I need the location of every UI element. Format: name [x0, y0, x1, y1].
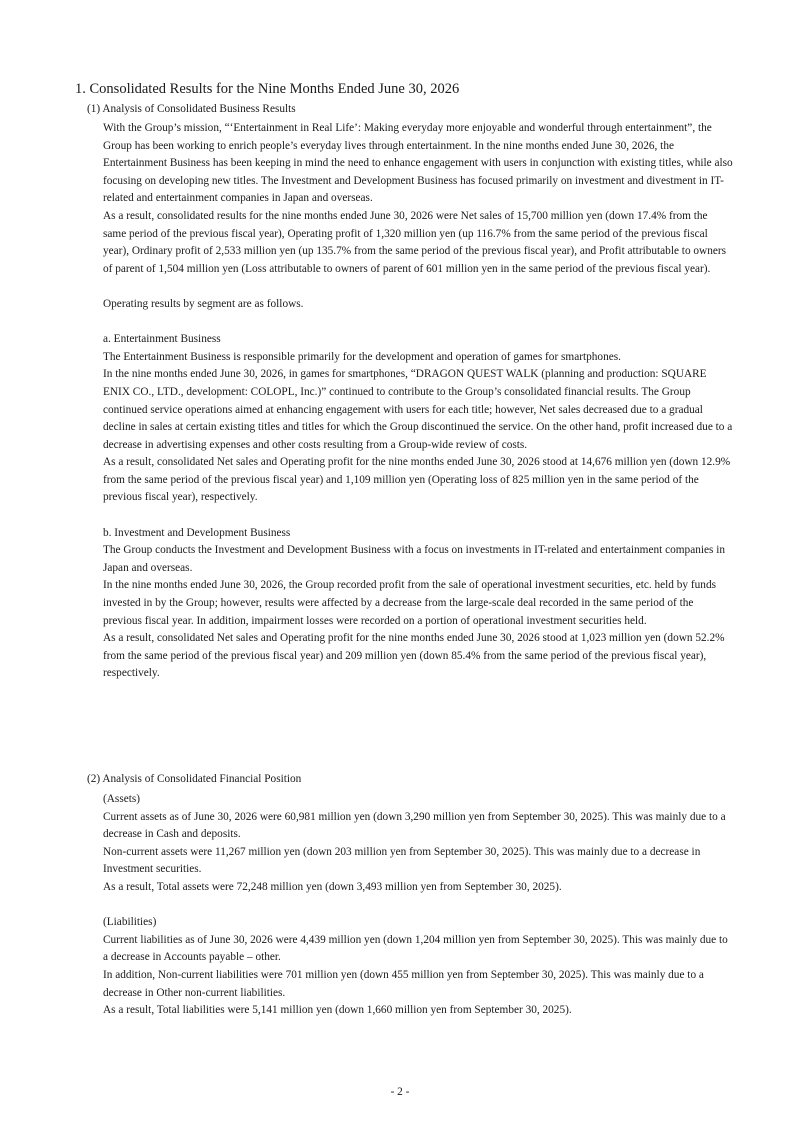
liabilities-paragraph-2: In addition, Non-current liabilities were 701 million yen (down 455 million yen from September 30, 2025). This was mainly due to a decrease in Other non-current liabilities. — [103, 968, 704, 999]
subsection-heading-results: (1) Analysis of Consolidated Business Results — [87, 103, 296, 115]
page-number: - 2 - — [390, 1086, 410, 1098]
investment-paragraph-2: In the nine months ended June 30, 2026, the Group recorded profit from the sale of operational investment securities, etc. held by funds invested in by the Group; however, results were affected by a decrease from the large-scale deal recorded in the same period of the previous fiscal year. In addition, impairment losses were recorded on a portion of operational investment securities held. — [103, 579, 717, 627]
assets-paragraph-1: Current assets as of June 30, 2026 were 60,981 million yen (down 3,290 million yen from September 30, 2025). This was mainly due to a decrease in Cash and deposits. — [103, 810, 726, 841]
results-paragraph-1: With the Group’s mission, “‘Entertainment in Real Life’: Making everyday more enjoyable and wonderful through entertainment”, the Group has been working to enrich people’s everyday lives through entertainment. In the nine months ended June 30, 2026, the Entertainment Business has been keeping in mind the need to enhance engagement with users in conjunction with existing titles, while also focusing on developing new titles. The Investment and Development Business has focused primarily on investment and divestment in IT-related and entertainment companies in Japan and overseas. — [103, 122, 733, 205]
investment-paragraph-3: As a result, consolidated Net sales and Operating profit for the nine months ended June 30, 2026 stood at 1,023 million yen (down 52.2% from the same period of the previous fiscal year) and 209 million yen (down 85.4% from the same period of the previous fiscal year), respectively. — [103, 632, 725, 680]
entertainment-title: a. Entertainment Business — [103, 333, 221, 346]
entertainment-paragraph-2: In the nine months ended June 30, 2026, in games for smartphones, “DRAGON QUEST WALK (planning and production: SQUARE ENIX CO., LTD., development: COLOPL, Inc.)” continued to contribute to the Group’s consolidated financial results. The Group continued service operations aimed at enhancing engagement with users for each title; however, Net sales decreased due to a gradual decline in sales at certain existing titles and titles for which the Group discontinued the service. On the other hand, profit increased due to a decrease in advertising expenses and other costs resulting from a Group-wide review of costs. — [103, 368, 733, 451]
investment-paragraph-1: The Group conducts the Investment and Development Business with a focus on investments in IT-related and entertainment companies in Japan and overseas. — [103, 544, 726, 574]
assets-paragraph-2: Non-current assets were 11,267 million yen (down 203 million yen from September 30, 2025). This was mainly due to a decrease in Investment securities. — [103, 845, 701, 876]
results-block — [103, 120, 733, 683]
results-paragraph-2: As a result, consolidated results for the nine months ended June 30, 2026 were Net sales of 15,700 million yen (down 17.4% from the same period of the previous fiscal year), Operating profit of 1,320 million yen (up 116.7% from the same period of the previous fiscal year), Ordinary profit of 2,533 million yen (up 135.7% from the same period of the previous fiscal year), and Profit attributable to owners of parent of 1,504 million yen (Loss attributable to owners of parent of 601 million yen in the same period of the previous fiscal year). — [103, 209, 727, 275]
liabilities-paragraph-3: As a result, Total liabilities were 5,141 million yen (down 1,660 million yen from September 30, 2025). — [103, 1004, 572, 1017]
financial-block — [103, 791, 733, 1020]
entertainment-paragraph-1: The Entertainment Business is responsible primarily for the development and operation of games for smartphones. — [103, 350, 621, 363]
liabilities-title: (Liabilities) — [103, 916, 157, 929]
assets-title: (Assets) — [103, 793, 141, 805]
section-title: 1. Consolidated Results for the Nine Months Ended June 30, 2026 — [75, 81, 460, 97]
liabilities-paragraph-1: Current liabilities as of June 30, 2026 were 4,439 million yen (down 1,204 million yen from September 30, 2025). This was mainly due to a decrease in Accounts payable – other. — [103, 933, 728, 964]
entertainment-paragraph-3: As a result, consolidated Net sales and Operating profit for the nine months ended June 30, 2026 stood at 14,676 million yen (down 12.9% from the same period of the previous fiscal year) and 1,109 million yen (Operating loss of 825 million yen in the same period of the previous fiscal year), respectively. — [103, 456, 731, 504]
assets-paragraph-3: As a result, Total assets were 72,248 million yen (down 3,493 million yen from September 30, 2025). — [103, 880, 562, 893]
segment-intro: Operating results by segment are as follows. — [103, 297, 304, 310]
subsection-heading-financial: (2) Analysis of Consolidated Financial Position — [87, 773, 302, 785]
investment-title: b. Investment and Development Business — [103, 526, 291, 539]
